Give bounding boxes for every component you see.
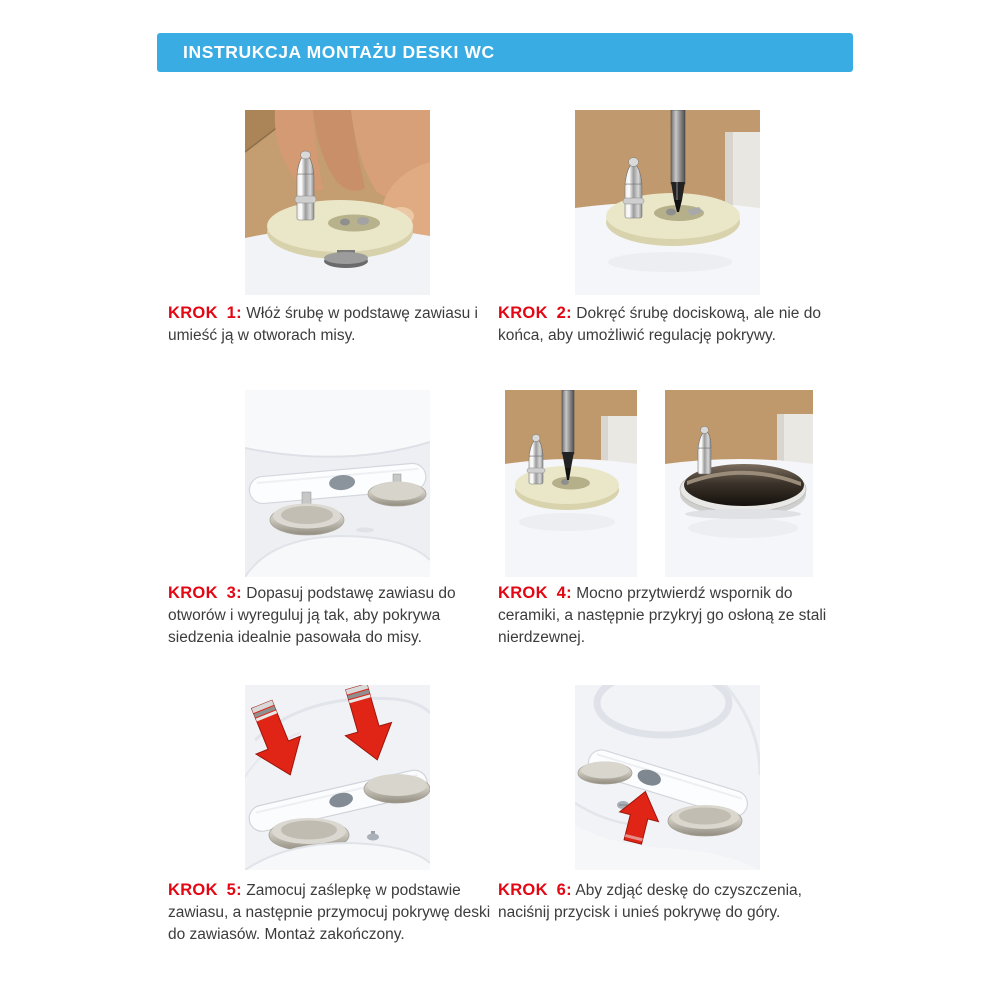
- step-1-caption: [168, 302, 500, 347]
- step-4-photo: [505, 390, 813, 577]
- step-1-text: Włóż śrubę w podstawę zawiasu i umieść ją w otworach misy.: [168, 305, 478, 344]
- step-2-label: KROK 2:: [498, 304, 572, 322]
- press-button-arrow-illustration: [575, 685, 760, 870]
- step-5-text: Zamocuj zaślepkę w podstawie zawiasu, a następnie przymocuj pokrywę deski do zawiasów. Montaż zakończony.: [168, 882, 491, 943]
- seat-lid: [245, 390, 430, 457]
- step-6-caption: [498, 879, 848, 924]
- step-2-photo: [575, 110, 760, 295]
- tightening-bracket-illustration: [505, 390, 637, 577]
- right-steel-dome: [668, 805, 742, 836]
- step-3-photo: [245, 390, 430, 577]
- step-6-photo: [575, 685, 760, 870]
- page-title: INSTRUKCJA MONTAŻU DESKI WC: [183, 42, 495, 62]
- step-3-caption: [168, 582, 500, 649]
- step-1-label: KROK 1:: [168, 304, 242, 322]
- step-4-text: Mocno przytwierdź wspornik do ceramiki, a następnie przykryj go osłoną ze stali nierdzewnej.: [498, 585, 827, 646]
- title-banner: [157, 33, 853, 72]
- step-3-label: KROK 3:: [168, 584, 242, 602]
- step-5-label: KROK 5:: [168, 881, 242, 899]
- brand-mark: [356, 528, 374, 533]
- screwdriver-tightening-illustration: [575, 110, 760, 295]
- slot-opening: [328, 215, 380, 232]
- step-4-label: KROK 4:: [498, 584, 572, 602]
- hinge-bar-on-bowl-illustration: [245, 390, 430, 577]
- step-6-label: KROK 6:: [498, 881, 572, 899]
- step-5-caption: [168, 879, 510, 946]
- step-1-photo: [245, 110, 430, 295]
- attach-cover-arrows-illustration: [245, 685, 430, 870]
- right-steel-dome: [364, 774, 430, 803]
- step-4-caption: [498, 582, 848, 649]
- left-steel-dome: [578, 762, 632, 785]
- step-3-text: Dopasuj podstawę zawiasu do otworów i wyreguluj ją tak, aby pokrywa siedzenia idealnie pasowała do misy.: [168, 585, 456, 646]
- step-2-text: Dokręć śrubę dociskową, ale nie do końca, aby umożliwić regulację pokrywy.: [498, 305, 821, 344]
- step-6-text: Aby zdjąć deskę do czyszczenia, naciśnij przycisk i unieś pokrywę do góry.: [498, 882, 802, 921]
- hand-inserting-bolt-illustration: [245, 110, 430, 295]
- stainless-steel-cover-illustration: [665, 390, 813, 577]
- step-5-photo: [245, 685, 430, 870]
- step-2-caption: [498, 302, 848, 347]
